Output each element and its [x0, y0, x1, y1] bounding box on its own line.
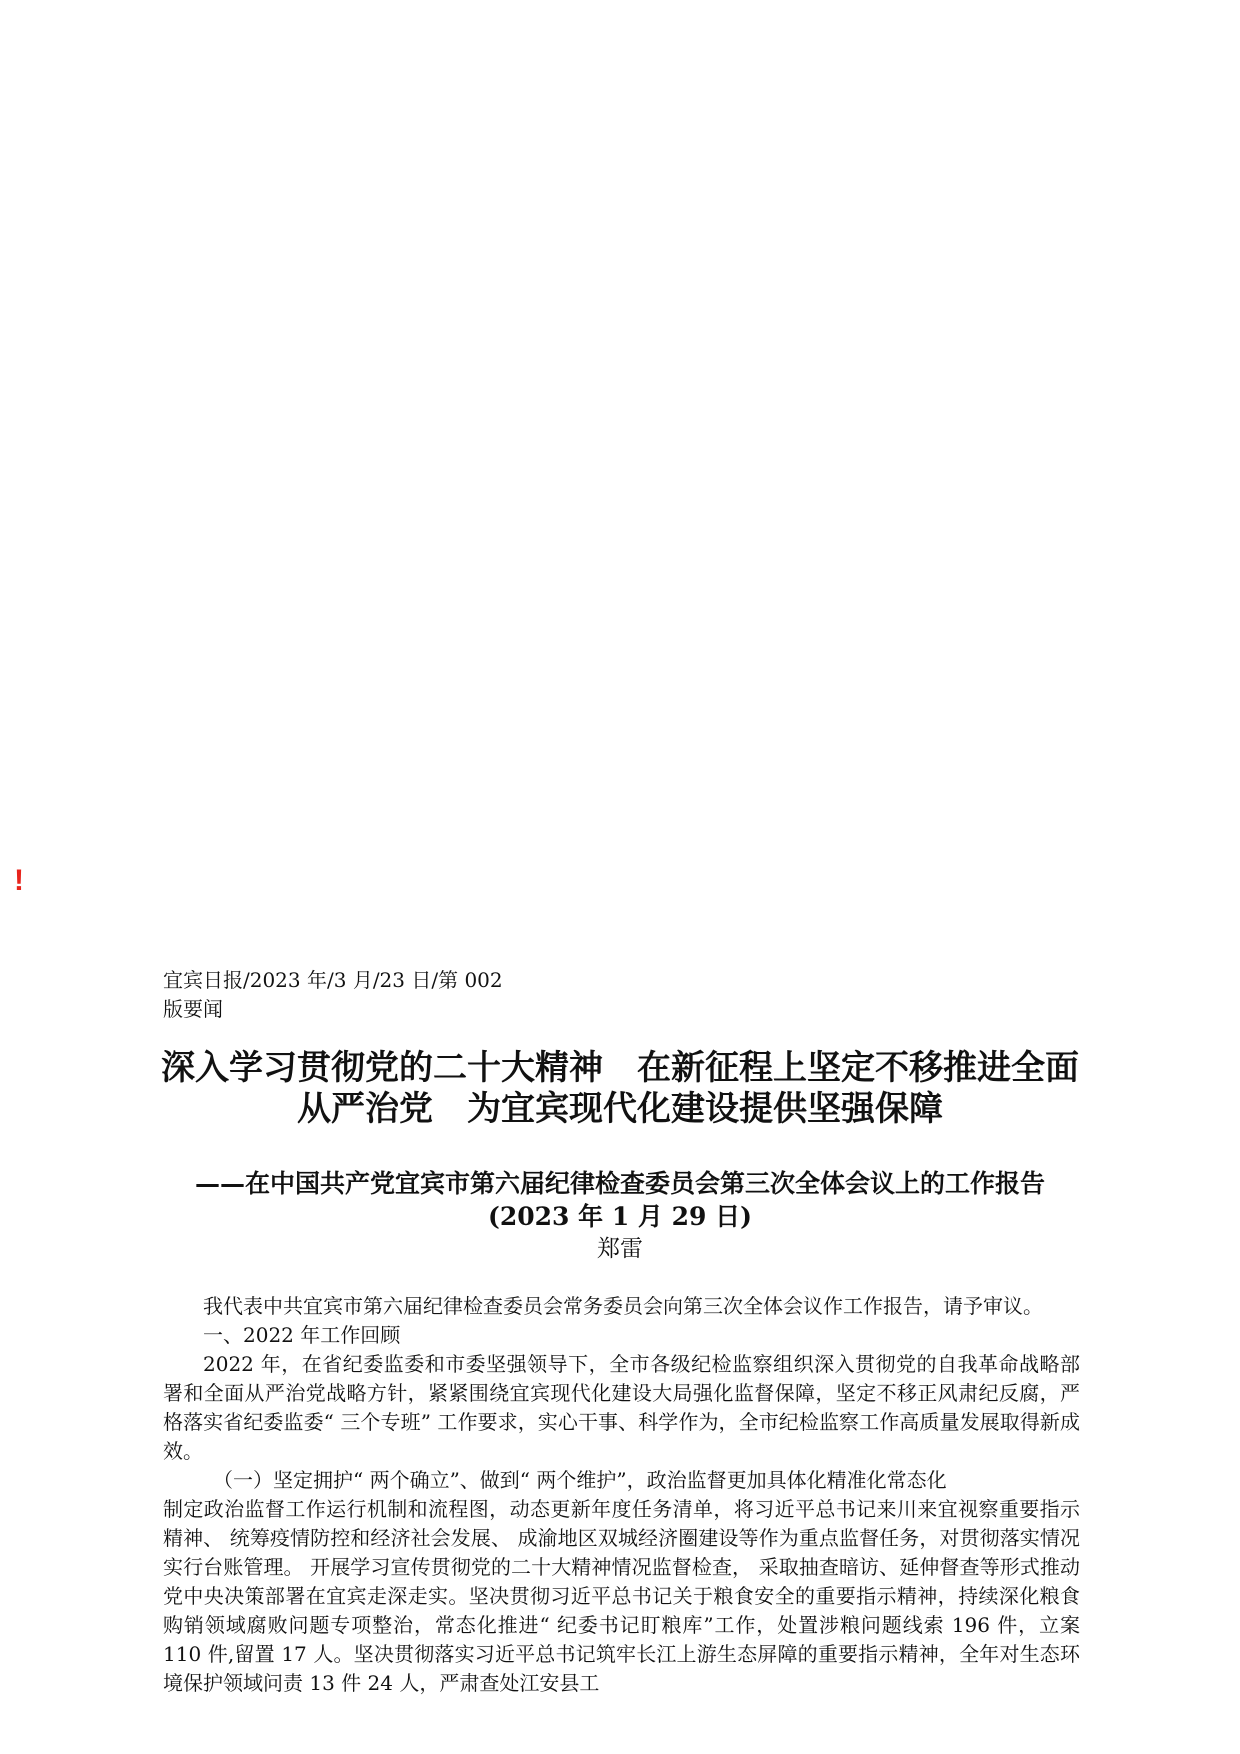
section-heading: 一、2022 年工作回顾 [203, 1323, 401, 1347]
subsection-heading: （一）坚定拥护“ 两个确立”、做到“ 两个维护”，政治监督更加具体化精准化常态化 [213, 1468, 947, 1492]
body-paragraph: 制定政治监督工作运行机制和流程图，动态更新年度任务清单，将习近平总书记来川来宜视察重要指示精神、 统筹疫情防控和经济社会发展、 成渝地区双城经济圈建设等作为重点监督任务，对贯彻落实情况实行台账管理。 开展学习宣传贯彻党的二十大精神情况监督检查， 采取抽查暗访、延伸督查等形式推动党中央决策部署在宜宾走深走实。坚决贯彻习近平总书记关于粮食安全的重要指示精神，持续深化粮食购销领域腐败问题专项整治，常态化推进“ 纪委书记盯粮库”工作，处置涉粮问题线索 196 件，立案 110 件,留置 17 人。坚决贯彻落实习近平总书记筑牢长江上游生态屏障的重要指示精神，全年对生态环境保护领域问责 13 件 24 人，严肃查处江安县工 [163, 1497, 1080, 1695]
red-exclamation-mark: ! [14, 864, 24, 897]
subtitle-meeting: ——在中国共产党宜宾市第六届纪律检查委员会第三次全体会议上的工作报告 [194, 1169, 1045, 1198]
report-subtitle [150, 1167, 1090, 1233]
report-title: 深入学习贯彻党的二十大精神 在新征程上坚定不移推进全面从严治党 为宜宾现代化建设提供坚强保障 [161, 1048, 1079, 1129]
author: 郑雷 [597, 1236, 643, 1262]
report-body [163, 1292, 1080, 1698]
body-paragraph: 2022 年，在省纪委监委和市委坚强领导下，全市各级纪检监察组织深入贯彻党的自我革命战略部署和全面从严治党战略方针，紧紧围绕宜宾现代化建设大局强化监督保障，坚定不移正风肃纪反腐，严格落实省纪委监委“ 三个专班” 工作要求，实心干事、科学作为，全市纪检监察工作高质量发展取得新成效。 [163, 1352, 1080, 1463]
subtitle-date: (2023 年 1 月 29 日) [488, 1202, 752, 1231]
intro-paragraph: 我代表中共宜宾市第六届纪律检查委员会常务委员会向第三次全体会议作工作报告，请予审议。 [203, 1294, 1043, 1318]
source-line: 宜宾日报/2023 年/3 月/23 日/第 002 版要闻 [163, 968, 503, 1021]
